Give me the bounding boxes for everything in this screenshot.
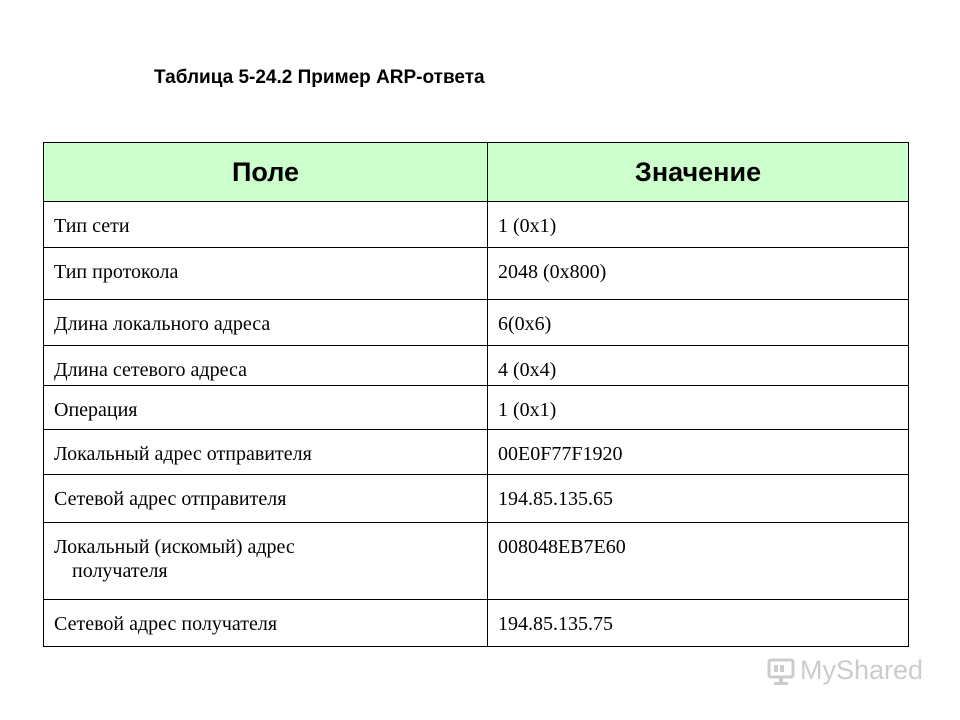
header-row (44, 143, 909, 202)
header-value: Значение (488, 143, 909, 202)
table-row (44, 300, 909, 346)
row-field (44, 523, 488, 600)
row-field: Длина локального адреса (44, 300, 488, 346)
row-field: Сетевой адрес отправителя (44, 475, 488, 523)
row-field: Тип сети (44, 202, 488, 248)
row-field: Тип протокола (44, 248, 488, 300)
table-row (44, 346, 909, 386)
row-value: 2048 (0x800) (488, 248, 909, 300)
row-value: 6(0x6) (488, 300, 909, 346)
row-value: 1 (0x1) (488, 202, 909, 248)
row-field: Локальный адрес отправителя (44, 430, 488, 475)
table-row (44, 248, 909, 300)
presentation-icon (766, 656, 796, 686)
row-value: 194.85.135.65 (488, 475, 909, 523)
table-row (44, 523, 909, 600)
row-value: 194.85.135.75 (488, 600, 909, 647)
row-field: Длина сетевого адреса (44, 346, 488, 386)
table-row (44, 475, 909, 523)
table-caption: Таблица 5-24.2 Пример ARP-ответа (154, 67, 485, 88)
table-row (44, 202, 909, 248)
table-row (44, 430, 909, 475)
row-value: 00E0F77F1920 (488, 430, 909, 475)
row-value: 008048EB7E60 (488, 523, 909, 600)
watermark-text: MyShared (800, 655, 924, 685)
row-field: Операция (44, 386, 488, 430)
arp-table (43, 142, 909, 647)
row-field: Сетевой адрес получателя (44, 600, 488, 647)
row-value: 4 (0x4) (488, 346, 909, 386)
table-row (44, 386, 909, 430)
table-row (44, 600, 909, 647)
header-field: Поле (44, 143, 488, 202)
row-field-line1: Локальный (искомый) адрес (54, 536, 295, 558)
row-value: 1 (0x1) (488, 386, 909, 430)
row-field-line2: получателя (72, 560, 168, 582)
watermark-logo (766, 655, 923, 686)
